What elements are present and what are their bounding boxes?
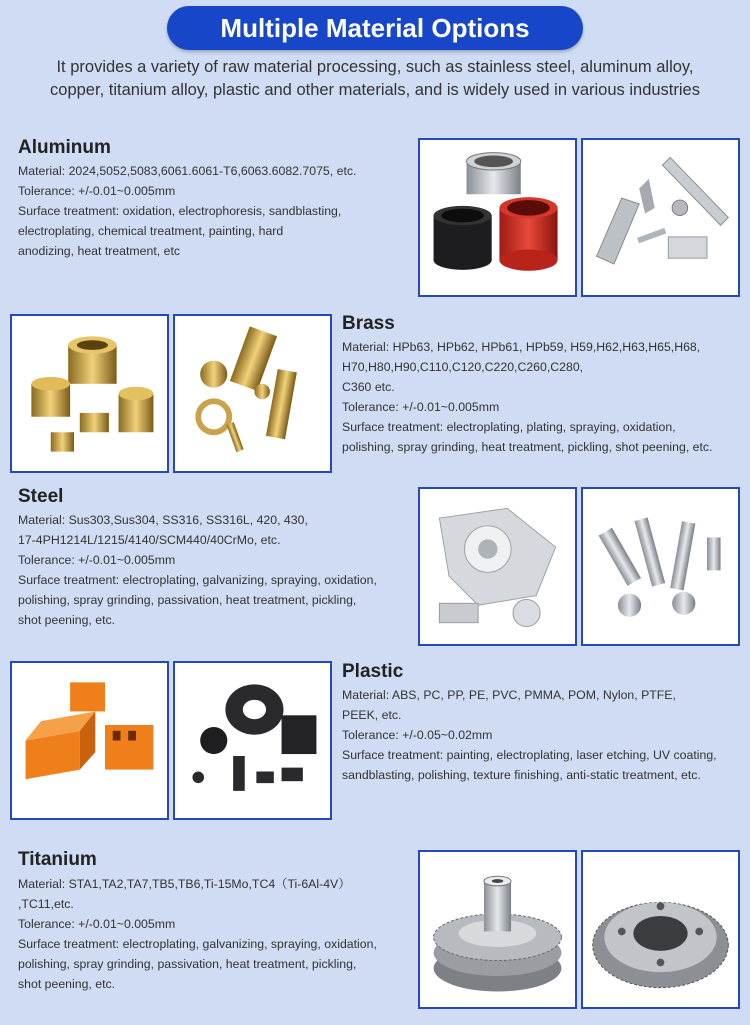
aluminum-specs: Material: 2024,5052,5083,6061.6061-T6,6063.6082.7075, etc. Tolerance: +/-0.01~0.005mm Surface treatment: oxidation, electrophoresis, sandblasting, electroplating, chemical treatment, painting, hard anodizing, heat treatment, etc xyxy=(18,164,357,258)
brass-photo-2 xyxy=(173,314,332,473)
steel-pins-image xyxy=(583,489,738,644)
aluminum-profiles-image xyxy=(583,140,738,295)
plastic-title: Plastic xyxy=(342,661,404,682)
titanium-title: Titanium xyxy=(18,849,97,870)
aluminum-title: Aluminum xyxy=(18,137,111,158)
steel-housing-image xyxy=(420,489,575,644)
plastic-connectors-image xyxy=(12,663,167,818)
intro-text: It provides a variety of raw material processing, such as stainless steel, aluminum alloy, copper, titanium alloy, plastic and other materials, and is widely used in various industries xyxy=(50,58,700,99)
aluminum-photo-2 xyxy=(581,138,740,297)
plastic-specs: Material: ABS, PC, PP, PE, PVC, PMMA, POM, Nylon, PTFE, PEEK, etc. Tolerance: +/-0.05~0.02mm Surface treatment: painting, electroplating, laser etching, UV coating, sandblasting, polishing, texture finishing, anti-static treatment, etc. xyxy=(342,688,717,782)
aluminum-rings-image xyxy=(420,140,575,295)
page-title: Multiple Material Options xyxy=(167,6,583,50)
brass-title: Brass xyxy=(342,313,395,334)
brass-photo-1 xyxy=(10,314,169,473)
steel-photo-1 xyxy=(418,487,577,646)
plastic-parts-image xyxy=(175,663,330,818)
steel-specs: Material: Sus303,Sus304, SS316, SS316L, 420, 430, 17-4PH1214L/1215/4140/SCM440/40CrMo, etc. Tolerance: +/-0.01~0.005mm Surface treatment: electroplating, galvanizing, spraying, oxidation, polishing, spray grinding, passivation, heat treatment, pickling, shot peening, etc. xyxy=(18,513,377,627)
steel-photo-2 xyxy=(581,487,740,646)
titanium-photo-1 xyxy=(418,850,577,1009)
plastic-photo-2 xyxy=(173,661,332,820)
titanium-specs: Material: STA1,TA2,TA7,TB5,TB6,Ti-15Mo,TC4（Ti-6Al-4V） ,TC11,etc. Tolerance: +/-0.01~0.005mm Surface treatment: electroplating, galvanizing, spraying, oxidation, polishing, spray grinding, passivation, heat treatment, pickling, shot peening, etc. xyxy=(18,877,377,991)
titanium-gear-image xyxy=(583,852,738,1007)
brass-specs: Material: HPb63, HPb62, HPb61, HPb59, H59,H62,H63,H65,H68, H70,H80,H90,C110,C120,C220,C260,C280, C360 etc. Tolerance: +/-0.01~0.005mm Surface treatment: electroplating, plating, spraying, oxidation, polishing, spray grinding, heat treatment, pickling, shot peening, etc. xyxy=(342,340,713,454)
brass-pins-image xyxy=(175,316,330,471)
aluminum-photo-1 xyxy=(418,138,577,297)
titanium-photo-2 xyxy=(581,850,740,1009)
titanium-gear-stack-image xyxy=(420,852,575,1007)
brass-fittings-image xyxy=(12,316,167,471)
plastic-photo-1 xyxy=(10,661,169,820)
steel-title: Steel xyxy=(18,486,64,507)
